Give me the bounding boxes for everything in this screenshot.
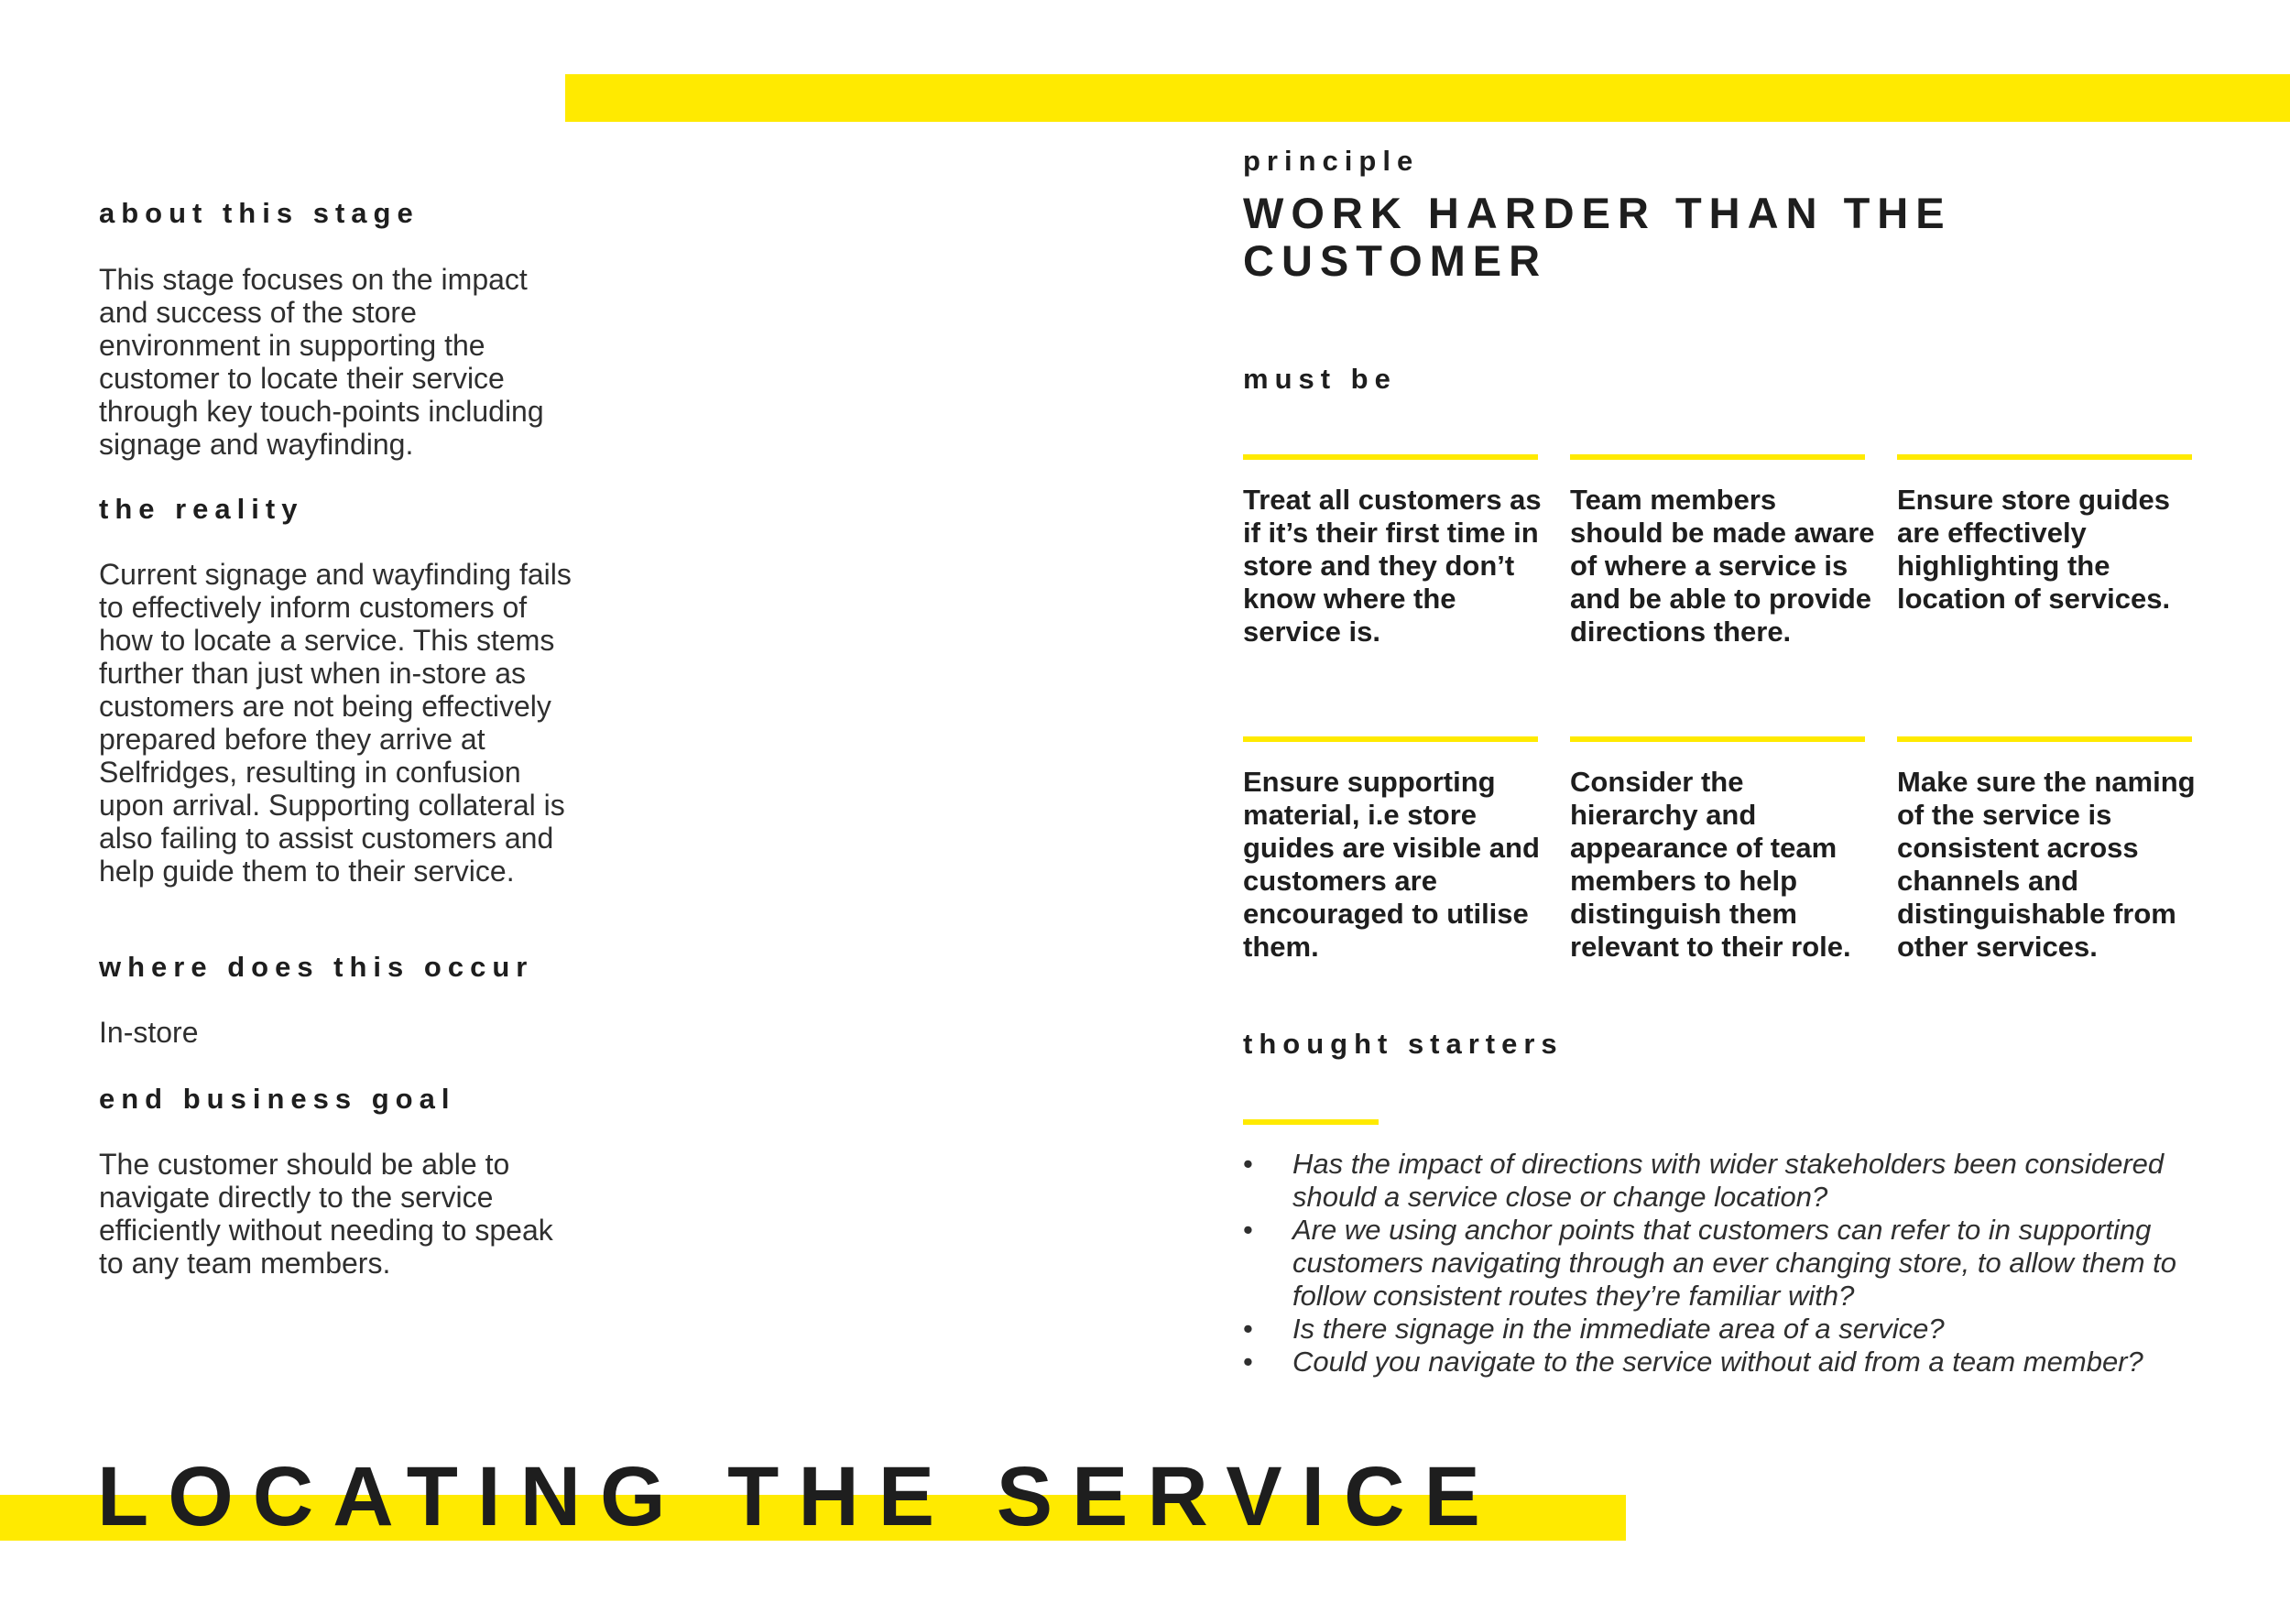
principle-title: WORK HARDER THAN THE CUSTOMER <box>1243 189 1952 285</box>
goal-text: The customer should be able to navigate directly to the service efficiently without needing to speak to any team members. <box>99 1148 553 1280</box>
principle-card: Consider the hierarchy and appearance of team members to help distinguish them relevant to their role. <box>1570 766 1851 963</box>
card-rule <box>1243 736 1538 742</box>
goal-heading: end business goal <box>99 1083 456 1115</box>
must-be-heading: must be <box>1243 363 1397 395</box>
about-heading: about this stage <box>99 197 420 229</box>
principle-card: Treat all customers as if it’s their first time in store and they don’t know where the service is. <box>1243 484 1542 648</box>
card-rule <box>1570 736 1865 742</box>
card-rule <box>1897 736 2192 742</box>
list-item: • Has the impact of directions with wider stakeholders been considered should a service close or change location? <box>1243 1148 2205 1214</box>
page-title: LOCATING THE SERVICE <box>97 1450 1499 1543</box>
list-item: • Are we using anchor points that customers can refer to in supporting customers navigating through an ever changing store, to allow them to follow consistent routes they’re familiar with? <box>1243 1214 2205 1313</box>
list-item: • Is there signage in the immediate area of a service? <box>1243 1313 2205 1346</box>
thought-starters-heading: thought starters <box>1243 1028 1564 1060</box>
thought-starters-list <box>1243 1148 2205 1379</box>
card-rule <box>1897 454 2192 460</box>
about-text: This stage focuses on the impact and success of the store environment in supporting the customer to locate their service through key touch-points including signage and wayfinding. <box>99 263 544 461</box>
list-item: • Could you navigate to the service without aid from a team member? <box>1243 1346 2205 1379</box>
top-accent-bar <box>565 74 2290 122</box>
principle-card: Make sure the naming of the service is consistent across channels and distinguishable from other services. <box>1897 766 2196 963</box>
card-rule <box>1243 454 1538 460</box>
thought-starters-rule <box>1243 1119 1379 1125</box>
where-heading: where does this occur <box>99 951 534 983</box>
principle-card: Ensure store guides are effectively highlighting the location of services. <box>1897 484 2171 615</box>
reality-text: Current signage and wayfinding fails to effectively inform customers of how to locate a service. This stems further than just when in-store as customers are not being effectively prepared before they arrive at Selfridges, resulting in confusion upon arrival. Supporting collateral is also failing to assist customers and help guide them to their service. <box>99 558 572 888</box>
reality-heading: the reality <box>99 493 304 525</box>
principle-card: Team members should be made aware of where a service is and be able to provide directions there. <box>1570 484 1875 648</box>
principle-label: principle <box>1243 145 1420 177</box>
where-text: In-store <box>99 1016 199 1049</box>
card-rule <box>1570 454 1865 460</box>
principle-card: Ensure supporting material, i.e store guides are visible and customers are encouraged to utilise them. <box>1243 766 1540 963</box>
